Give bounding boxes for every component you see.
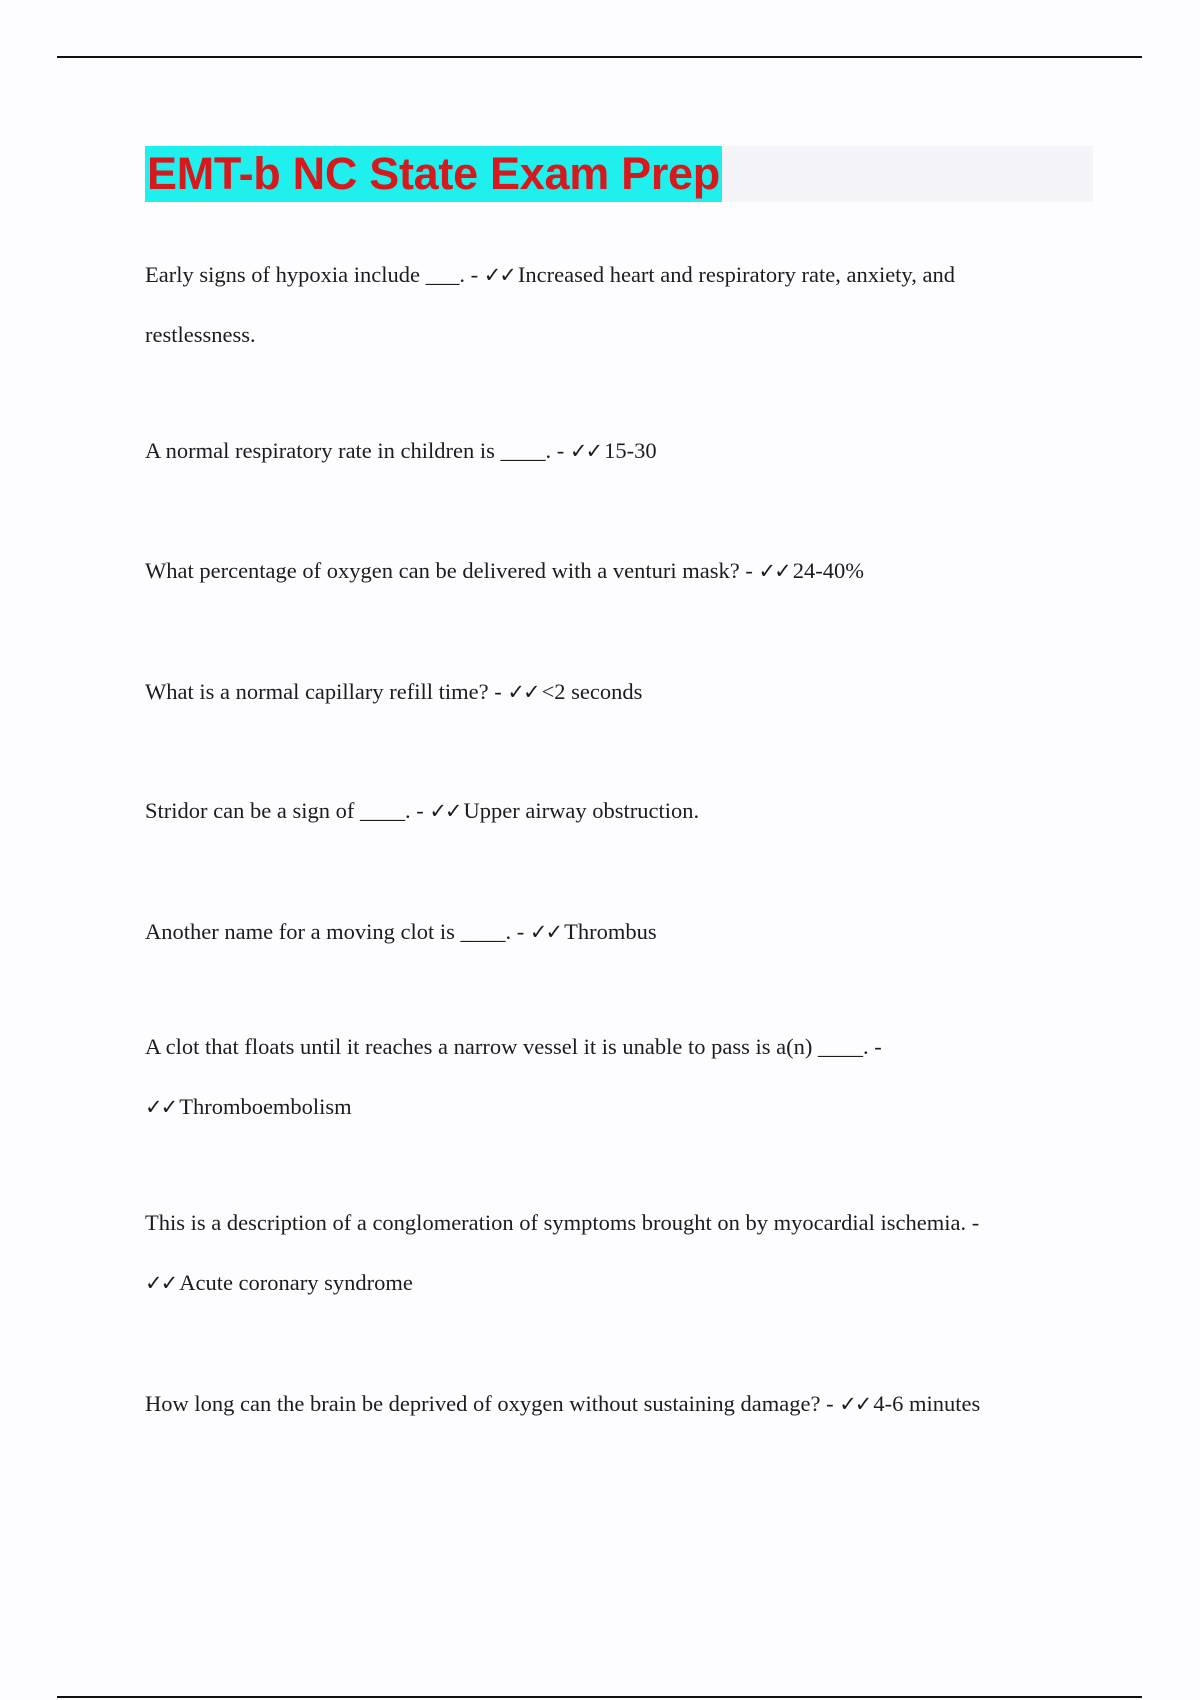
question-text: How long can the brain be deprived of oxygen without sustaining damage? - [145,1391,840,1416]
answer-text: Thrombus [564,919,657,944]
question-text: This is a description of a conglomeration of symptoms brought on by myocardial ischemia. - [145,1210,980,1235]
check-icon: ✓✓ [507,680,539,704]
answer-text: <2 seconds [541,679,643,704]
question-text: A clot that floats until it reaches a narrow vessel it is unable to pass is a(n) ____. - [145,1034,882,1059]
qa-item-5 [145,781,1065,841]
answer-text: 24-40% [792,558,864,583]
question-text: Stridor can be a sign of ____. - [145,798,430,823]
answer-text: Increased heart and respiratory rate, anxiety, and restlessness. [145,262,955,347]
qa-item-9 [145,1374,1065,1434]
check-icon: ✓✓ [145,1095,177,1119]
check-icon: ✓✓ [569,439,602,463]
question-text: What is a normal capillary refill time? - [145,679,508,704]
qa-item-4 [145,662,1065,722]
top-rule [57,56,1142,58]
bottom-rule [57,1696,1142,1698]
qa-item-6 [145,902,1065,962]
qa-item-1 [145,245,1065,365]
qa-item-2 [145,421,1065,481]
check-icon: ✓✓ [758,559,790,583]
answer-text: Upper airway obstruction. [463,798,700,823]
question-text: What percentage of oxygen can be delivered with a venturi mask? - [145,558,759,583]
qa-item-8 [145,1193,1065,1313]
qa-item-7 [145,1017,1065,1137]
document-title: EMT-b NC State Exam Prep [145,146,722,202]
question-text: Another name for a moving clot is ____. - [145,919,530,944]
answer-text: Thromboembolism [179,1094,352,1119]
answer-text: 15-30 [604,438,657,463]
answer-text: Acute coronary syndrome [179,1270,413,1295]
question-text: A normal respiratory rate in children is ____. - [145,438,570,463]
answer-text: 4-6 minutes [873,1391,981,1416]
qa-item-3 [145,541,1065,601]
check-icon: ✓✓ [529,920,562,944]
check-icon: ✓✓ [483,263,515,287]
check-icon: ✓✓ [429,799,461,823]
check-icon: ✓✓ [839,1392,871,1416]
check-icon: ✓✓ [145,1271,177,1295]
question-text: Early signs of hypoxia include ___. - [145,262,484,287]
